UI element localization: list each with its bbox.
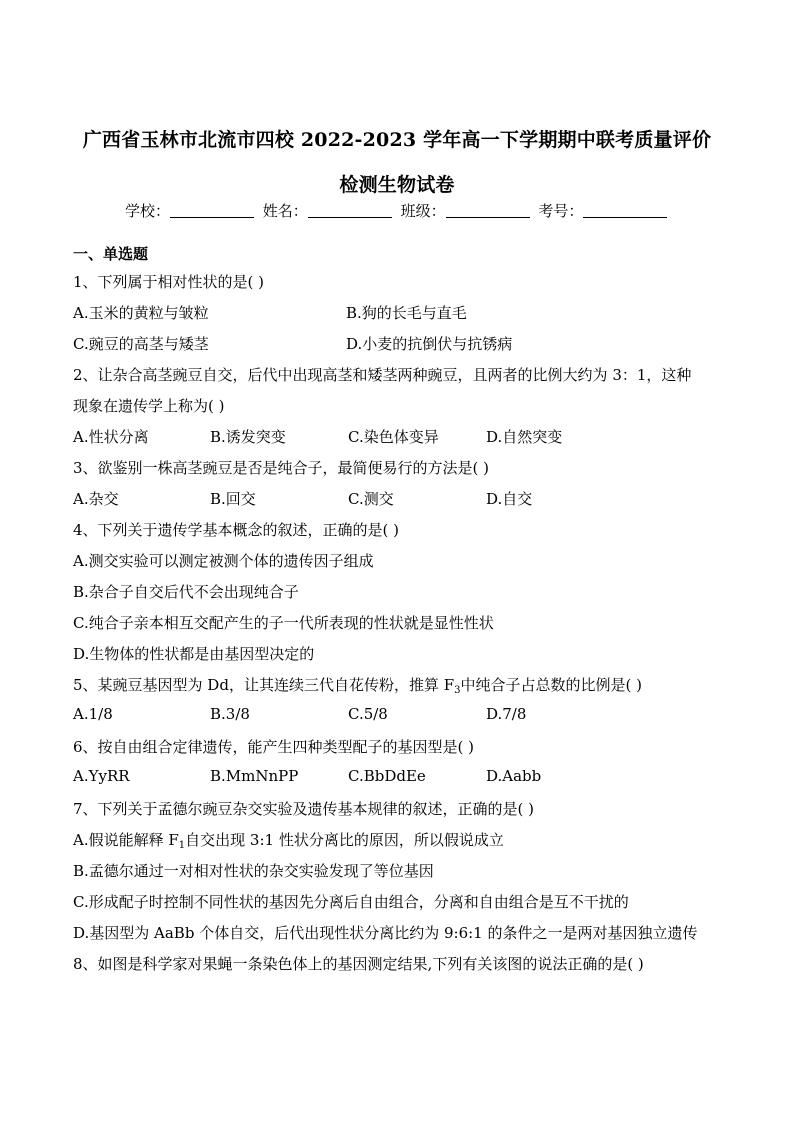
question-2-stem: 2、让杂合高茎豌豆自交，后代中出现高茎和矮茎两种豌豆，且两者的比例大约为 3：1，这种 <box>73 366 692 384</box>
question-1-option-d: D.小麦的抗倒伏与抗锈病 <box>346 335 513 353</box>
name-blank[interactable] <box>308 203 392 218</box>
question-6-option-b: B.MmNnPP <box>210 767 299 785</box>
question-1-stem: 1、下列属于相对性状的是( ) <box>73 273 265 291</box>
question-3-stem: 3、欲鉴别一株高茎豌豆是否是纯合子，最简便易行的方法是( ) <box>73 459 490 477</box>
question-2-option-b: B.诱发突变 <box>210 428 286 446</box>
question-5-stem-sub: 3 <box>454 685 461 696</box>
page-title: 广西省玉林市北流市四校 2022-2023 学年高一下学期期中联考质量评价 <box>82 129 712 151</box>
question-5-stem <box>73 674 642 695</box>
class-label: 班级： <box>400 202 446 220</box>
question-3-option-d: D.自交 <box>486 490 533 508</box>
question-4-option-a: A.测交实验可以测定被测个体的遗传因子组成 <box>73 552 374 570</box>
question-4-option-b: B.杂合子自交后代不会出现纯合子 <box>73 583 299 601</box>
class-blank[interactable] <box>446 203 530 218</box>
question-3-option-c: C.测交 <box>348 490 394 508</box>
question-5-option-d: D.7/8 <box>486 705 527 723</box>
question-1-option-b: B.狗的长毛与直毛 <box>346 304 467 322</box>
question-2-option-c: C.染色体变异 <box>348 428 439 446</box>
question-7-option-a <box>73 829 504 850</box>
question-2-option-d: D.自然突变 <box>486 428 563 446</box>
question-7-option-a-pre: A.假说能解释 F <box>73 831 179 849</box>
question-5-option-c: C.5/8 <box>348 705 388 723</box>
school-blank[interactable] <box>170 203 254 218</box>
question-1-option-a: A.玉米的黄粒与皱粒 <box>73 304 209 322</box>
question-8-stem: 8、如图是科学家对果蝇一条染色体上的基因测定结果,下列有关该图的说法正确的是( ) <box>73 955 644 973</box>
question-7-option-a-sub: 1 <box>178 840 186 851</box>
question-6-option-d: D.Aabb <box>486 767 542 785</box>
section-heading: 一、单选题 <box>73 245 149 263</box>
question-7-option-d: D.基因型为 AaBb 个体自交，后代出现性状分离比约为 9:6:1 的条件之一是两对基因独立遗传 <box>73 924 698 942</box>
question-4-stem: 4、下列关于遗传学基本概念的叙述，正确的是( ) <box>73 521 400 539</box>
question-2-stem-cont: 现象在遗传学上称为( ) <box>73 397 225 415</box>
question-6-stem: 6、按自由组合定律遗传，能产生四种类型配子的基因型是( ) <box>73 738 475 756</box>
question-6-option-c: C.BbDdEe <box>348 767 426 785</box>
question-4-option-d: D.生物体的性状都是由基因型决定的 <box>73 645 315 663</box>
question-3-option-a: A.杂交 <box>73 490 119 508</box>
question-4-option-c: C.纯合子亲本相互交配产生的子一代所表现的性状就是显性性状 <box>73 614 494 632</box>
question-7-stem: 7、下列关于孟德尔豌豆杂交实验及遗传基本规律的叙述，正确的是( ) <box>73 800 535 818</box>
question-1-option-c: C.豌豆的高茎与矮茎 <box>73 335 209 353</box>
question-3-option-b: B.回交 <box>210 490 256 508</box>
question-2-option-a: A.性状分离 <box>73 428 149 446</box>
student-info-row <box>125 200 671 221</box>
question-5-option-b: B.3/8 <box>210 705 250 723</box>
name-label: 姓名： <box>262 202 308 220</box>
question-7-option-a-post: 自交出现 3:1 性状分离比的原因，所以假说成立 <box>185 831 504 849</box>
exam-no-label: 考号： <box>538 202 584 220</box>
question-5-stem-post: 中纯合子占总数的比例是( ) <box>460 676 642 694</box>
question-5-stem-pre: 5、某豌豆基因型为 Dd，让其连续三代自花传粉，推算 F <box>73 676 455 694</box>
exam-no-blank[interactable] <box>583 203 667 218</box>
page-subtitle: 检测生物试卷 <box>339 174 455 196</box>
question-7-option-c: C.形成配子时控制不同性状的基因先分离后自由组合，分离和自由组合是互不干扰的 <box>73 893 629 911</box>
school-label: 学校： <box>125 202 171 220</box>
question-6-option-a: A.YyRR <box>73 767 130 785</box>
question-5-option-a: A.1/8 <box>73 705 113 723</box>
question-7-option-b: B.孟德尔通过一对相对性状的杂交实验发现了等位基因 <box>73 862 434 880</box>
